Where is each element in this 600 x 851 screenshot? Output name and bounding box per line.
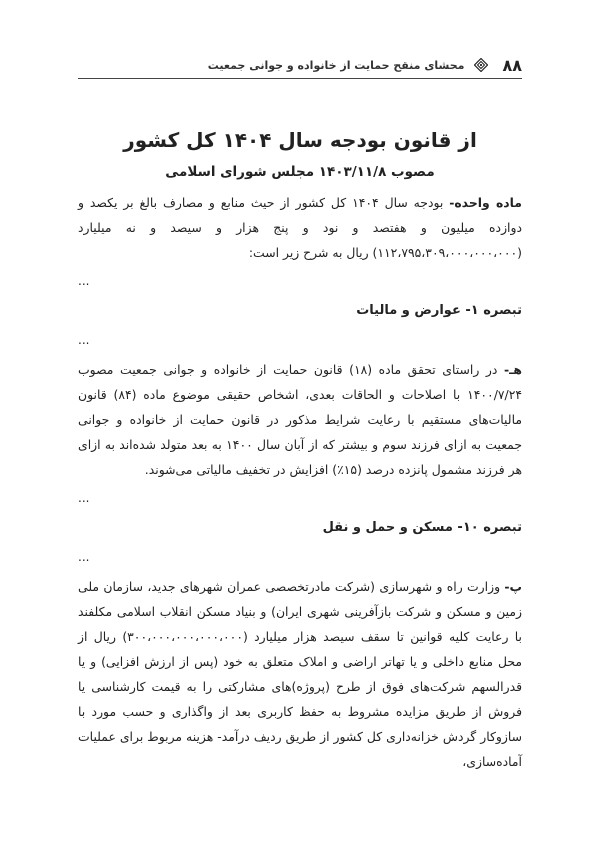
paragraph-text: در راستای تحقق ماده (۱۸) قانون حمایت از خانواده و جوانی جمعیت مصوب ۱۴۰۰/۷/۲۴ با اصلاحات و الحاقات بعدی، اشخاص حقیقی موضوع ماده (۸۴) قانون مالیات‌های مستقیم با رعایت شرایط مذکور در قانون حمایت از خانواده و جوانی جمعیت به ازای فرزند سوم و بیشتر که از آبان سال ۱۴۰۰ به بعد متولد شده‌اند به ازای هر فرزند مشمول پانزده درصد (۱۵٪) افزایش در تخفیف مالیاتی می‌شوند. xyxy=(78,362,523,477)
paragraph-text: وزارت راه و شهرسازی (شرکت مادرتخصصی عمران شهرهای جدید، سازمان ملی زمین و مسکن و شرکت بازآفرینی شهری ایران) و بنیاد مسکن انقلاب اسلامی مکلفند با رعایت کلیه قوانین تا سقف سیصد هزار میلیارد (۳۰۰،۰۰۰،۰۰۰،۰۰۰،۰۰۰) ریال از محل منابع داخلی و یا تهاتر اراضی و املاک متعلق به خود (پس از ارزش افزایی) و یا قدرالسهم شرکت‌های فوق از طرح (پروژه)های مشارکتی را به قیمت کارشناسی یا فروش از طریق مزایده مشروط به حفظ کاربری بعد از واگذاری و حسب مورد با سازوکار گردش خزانه‌داری کل کشور از طریق ردیف درآمد- هزینه مربوط برای عملیات آماده‌سازی، xyxy=(78,579,522,769)
note-heading-1: تبصره ۱- عوارض و مالیات xyxy=(356,303,522,318)
running-title: محشای منقح حمایت از خانواده و جوانی جمعیت xyxy=(207,58,465,72)
paragraph-madde-vahede xyxy=(78,190,522,265)
ellipsis: ... xyxy=(78,550,90,564)
paragraph-label: هـ- xyxy=(504,362,522,377)
section-title: از قانون بودجه سال ۱۴۰۴ کل کشور xyxy=(123,128,477,152)
paragraph-label: ماده واحده- xyxy=(449,195,522,210)
ellipsis: ... xyxy=(78,274,90,288)
page-content xyxy=(78,128,522,774)
ornament-icon xyxy=(474,58,488,72)
ellipsis: ... xyxy=(78,491,90,505)
paragraph-pe xyxy=(78,574,522,774)
section-subtitle: مصوب ۱۴۰۳/۱۱/۸ مجلس شورای اسلامی xyxy=(165,164,435,180)
paragraph-text: بودجه سال ۱۴۰۴ کل کشور از حیث منابع و مصارف بالغ بر یکصد و دوازده میلیون و هفتصد و نود و پنج هزار و سیصد و نه میلیارد (۱۱۲،۷۹۵،۳۰۹،۰۰۰،۰۰۰،۰۰۰) ریال به شرح زیر است: xyxy=(78,195,522,260)
ellipsis: ... xyxy=(78,333,90,347)
paragraph-he xyxy=(78,357,522,482)
note-heading-10: تبصره ۱۰- مسکن و حمل و نقل xyxy=(322,520,522,535)
page-header xyxy=(78,52,522,79)
paragraph-label: پ- xyxy=(504,579,522,594)
page-number: ۸۸ xyxy=(502,55,522,75)
